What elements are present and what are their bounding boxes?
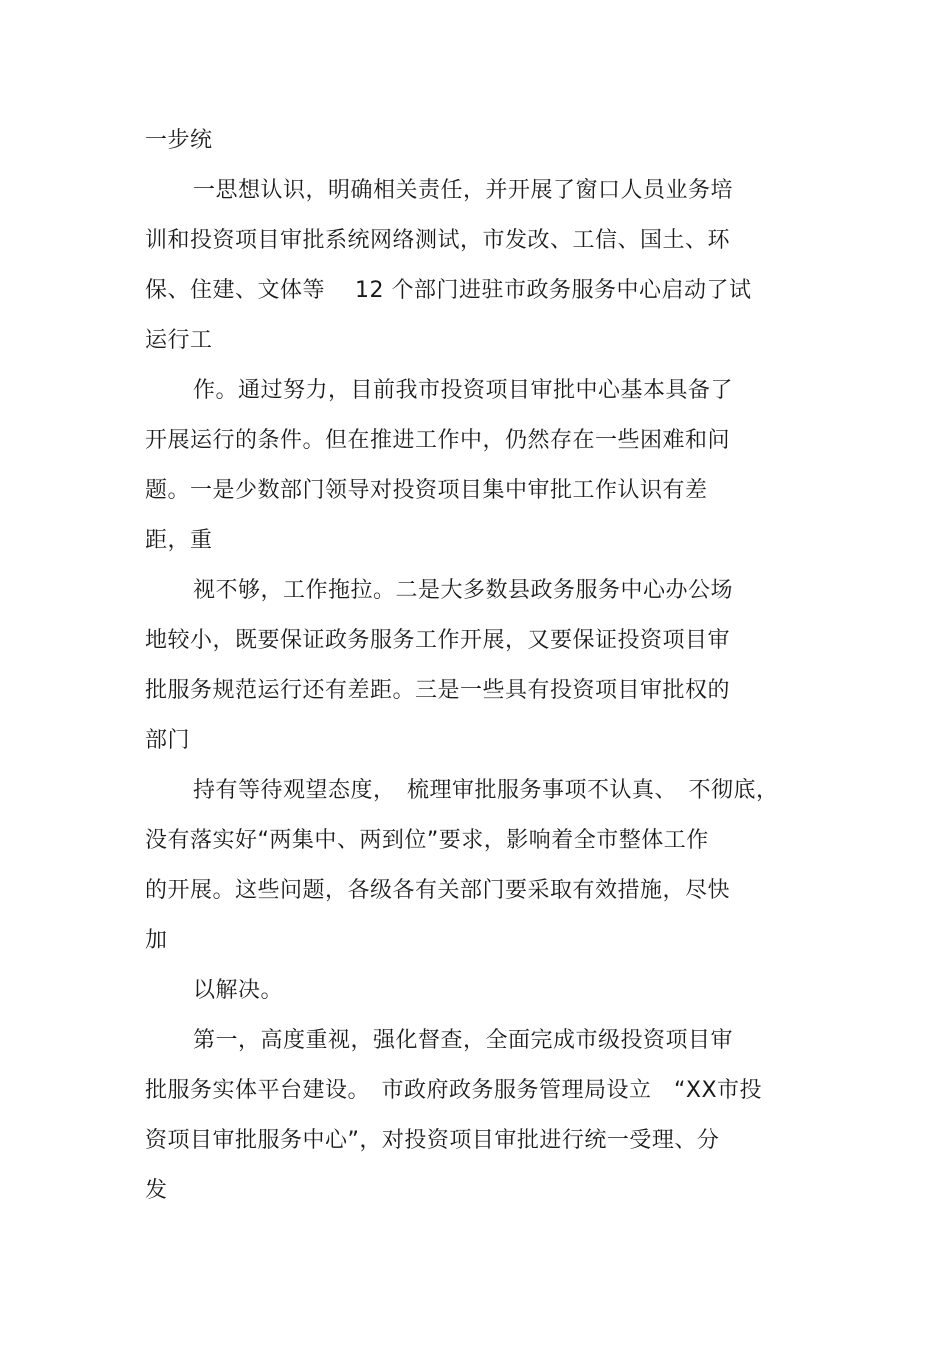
text-line: 视不够，工作拖拉。二是大多数县政务服务中心办公场 xyxy=(193,578,734,603)
text-line: 开展运行的条件。但在推进工作中，仍然存在一些困难和问 xyxy=(145,428,731,453)
text-line: 保、住建、文体等 12 个部门进驻市政务服务中心启动了试 xyxy=(145,278,752,303)
text-line: 地较小，既要保证政务服务工作开展，又要保证投资项目审 xyxy=(145,628,731,653)
text-line: 加 xyxy=(145,928,168,953)
text-line: 运行工 xyxy=(145,328,213,353)
text-line: 部门 xyxy=(145,728,191,753)
text-line: 题。一是少数部门领导对投资项目集中审批工作认识有差 xyxy=(145,478,708,503)
text-line: 一思想认识，明确相关责任，并开展了窗口人员业务培 xyxy=(193,178,734,203)
text-line: 距，重 xyxy=(145,528,213,553)
text-line: 第一，高度重视，强化督查，全面完成市级投资项目审 xyxy=(193,1028,734,1053)
text-line: 发 xyxy=(145,1178,168,1203)
text-line: 没有落实好“两集中、两到位”要求，影响着全市整体工作 xyxy=(145,828,709,853)
text-line: 的开展。这些问题，各级各有关部门要采取有效措施，尽快 xyxy=(145,878,731,903)
text-line: 批服务实体平台建设。 市政府政务服务管理局设立 “XX市投 xyxy=(145,1078,763,1103)
text-line: 训和投资项目审批系统网络测试，市发改、工信、国土、环 xyxy=(145,228,731,253)
text-line: 作。通过努力，目前我市投资项目审批中心基本具备了 xyxy=(193,378,734,403)
text-line: 批服务规范运行还有差距。三是一些具有投资项目审批权的 xyxy=(145,678,731,703)
text-line: 以解决。 xyxy=(193,978,284,1003)
text-line: 资项目审批服务中心”，对投资项目审批进行统一受理、分 xyxy=(145,1128,720,1153)
text-line: 一步统 xyxy=(145,128,213,153)
text-line: 持有等待观望态度， 梳理审批服务事项不认真、 不彻底， xyxy=(193,778,779,803)
